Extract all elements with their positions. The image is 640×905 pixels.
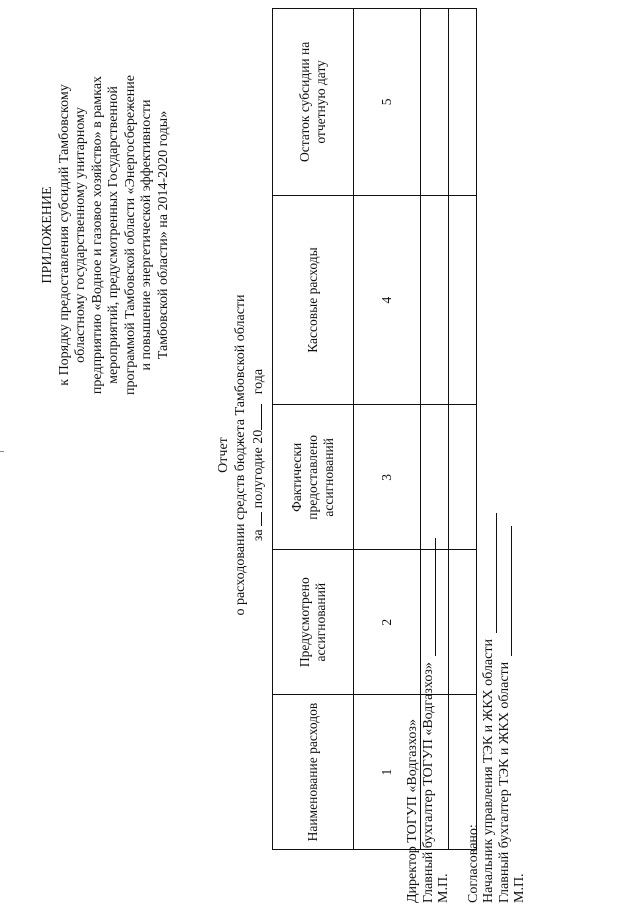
column-number: 2: [354, 550, 421, 695]
scan-edge-mark: [0, 451, 4, 452]
table-cell: [449, 9, 477, 196]
year-blank: [249, 404, 262, 430]
column-number: 1: [354, 695, 421, 850]
stamp-label: М.П.: [436, 873, 451, 903]
report-title: Отчет: [216, 437, 231, 473]
appendix-line: предприятию «Водное и газовое хозяйство» в рамках: [89, 75, 105, 395]
report-period: [249, 245, 267, 665]
signature-block: [405, 383, 528, 903]
chief-accountant-label: Главный бухгалтер ТОГУП «Водгазхоз»: [420, 662, 436, 903]
header-subsidy-balance: Остаток субсидии на отчетную дату: [273, 9, 354, 196]
table-cell: [421, 9, 449, 196]
chief-accountant-line: [421, 383, 437, 903]
head-department-signature-line: [484, 513, 497, 633]
appendix-line: областному государственному унитарному: [73, 107, 88, 363]
chief-accountant-tek-line: [497, 383, 513, 903]
report-subtitle: о расходовании средств бюджета Тамбовской области: [233, 294, 248, 616]
column-number: 3: [354, 405, 421, 550]
table-cell: [421, 195, 449, 405]
appendix-line: программой Тамбовской области «Энергосбережение: [122, 74, 138, 396]
appendix-line: и повышение энергетической эффективности: [139, 99, 154, 371]
table-cell: [449, 195, 477, 405]
period-prefix: за: [251, 529, 266, 542]
table-header-row: [273, 9, 354, 850]
header-actual-allocations: Фактически предоставлено ассигнований: [273, 405, 354, 550]
chief-accountant-signature-line: [423, 538, 436, 656]
column-number: 4: [354, 195, 421, 405]
appendix-line: к Порядку предоставления субсидий Тамбовскому: [56, 84, 72, 386]
agreed-label: Согласовано:: [465, 824, 481, 903]
header-planned-allocations: Предусмотрено ассигнований: [273, 550, 354, 695]
director-label: Директор ТОГУП «Водгазхоз»: [405, 719, 420, 903]
report-heading: [215, 245, 267, 665]
appendix-block: [40, 35, 172, 435]
stamp-label: М.П.: [512, 873, 527, 903]
appendix-line: мероприятий, предусмотренных Государственной: [106, 86, 121, 384]
head-department-line: [481, 383, 497, 903]
half-year-blank: [249, 512, 262, 526]
header-expense-name: Наименование расходов: [273, 695, 354, 850]
director-signature-line: [408, 613, 421, 713]
chief-accountant-tek-label: Главный бухгалтер ТЭК и ЖКХ области: [496, 661, 512, 903]
chief-accountant-tek-signature-line: [499, 526, 512, 656]
appendix-title: ПРИЛОЖЕНИЕ: [40, 186, 55, 284]
period-middle: полугодие 20: [251, 429, 266, 509]
column-number: 5: [354, 9, 421, 196]
director-line: [405, 383, 421, 903]
head-department-label: Начальник управления ТЭК и ЖКХ области: [481, 639, 496, 903]
header-cash-expenses: Кассовые расходы: [273, 195, 354, 405]
appendix-line: Тамбовской области» на 2014-2020 годы»: [155, 110, 171, 360]
period-suffix: года: [251, 368, 266, 395]
